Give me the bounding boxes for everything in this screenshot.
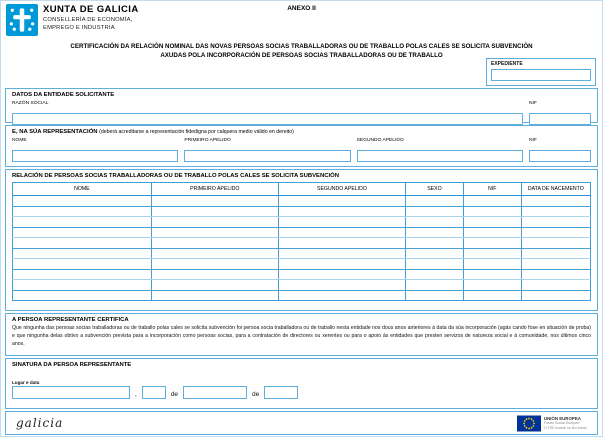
table-cell[interactable] — [151, 227, 278, 238]
table-cell[interactable] — [521, 280, 590, 291]
section-signature-title: SINATURA DA PERSOA REPRESENTANTE — [12, 362, 132, 368]
razon-social-label: RAZÓN SOCIAL — [12, 101, 49, 106]
entity-nif-label: NIF — [529, 101, 537, 106]
signature-month-input[interactable] — [183, 386, 247, 399]
relation-column-header: SEGUNDO APELIDO — [278, 183, 405, 196]
table-cell[interactable] — [13, 196, 152, 207]
table-cell[interactable] — [521, 259, 590, 270]
table-cell[interactable] — [278, 280, 405, 291]
table-cell[interactable] — [463, 259, 521, 270]
table-cell[interactable] — [463, 196, 521, 207]
expediente-input[interactable] — [491, 69, 591, 81]
table-cell[interactable] — [278, 259, 405, 270]
rep-primeiro-apelido-label: PRIMEIRO APELIDO — [184, 138, 231, 143]
table-cell[interactable] — [521, 238, 590, 249]
table-cell[interactable] — [463, 227, 521, 238]
table-cell[interactable] — [406, 248, 464, 259]
signature-place-input[interactable] — [12, 386, 130, 399]
section-entity-data — [5, 88, 598, 123]
table-row — [13, 259, 591, 270]
relation-column-header: DATA DE NACEMENTO — [521, 183, 590, 196]
table-cell[interactable] — [521, 290, 590, 301]
razon-social-input[interactable] — [12, 113, 523, 125]
relation-header-row — [13, 183, 591, 196]
org-dept-line1: CONSELLERÍA DE ECONOMÍA, — [43, 16, 133, 23]
section-representative — [5, 125, 598, 167]
place-date-label: Lugar e data — [12, 380, 40, 385]
relation-table-body — [13, 196, 591, 301]
table-cell[interactable] — [278, 227, 405, 238]
relation-table — [12, 182, 591, 301]
table-cell[interactable] — [278, 196, 405, 207]
eu-text-block — [544, 416, 587, 430]
signature-day-input[interactable] — [142, 386, 166, 399]
table-cell[interactable] — [151, 217, 278, 228]
document-title-line2: AXUDAS POLA INCORPORACIÓN DE PERSOAS SOCIAS TRABALLADORAS OU DE TRABALLO — [160, 51, 443, 59]
table-cell[interactable] — [278, 290, 405, 301]
table-cell[interactable] — [278, 206, 405, 217]
representative-title-note: (deberá acreditarse a representación fidedigna por calquera medio válido en dereito) — [99, 129, 294, 135]
table-cell[interactable] — [521, 269, 590, 280]
rep-segundo-apelido-label: SEGUNDO APELIDO — [356, 138, 404, 143]
table-cell[interactable] — [151, 290, 278, 301]
section-certification-title: A PERSOA REPRESENTANTE CERTIFICA — [12, 317, 129, 323]
certification-body-text: Que ningunha das persoas socias traballadoras ou de traballo polas cales se solicita subvención foi persoa socia traballadora ou de traballo nesta entidade nos dous anos anteriores á data da súa incorporación (agás cando fose en situación de proba) e que ningunha delas obtivo a subvención prevista para a incorporación como persoas socias, para a contratación de directores ou xerentes ou para o apoio ás entidades que presten servizos de natureza social e á comunidade, nos últimos cinco anos. — [12, 325, 591, 347]
de-separator-1: de — [170, 391, 179, 398]
table-cell[interactable] — [13, 227, 152, 238]
table-cell[interactable] — [13, 206, 152, 217]
table-row — [13, 227, 591, 238]
org-name: XUNTA DE GALICIA — [43, 4, 139, 15]
table-cell[interactable] — [151, 269, 278, 280]
rep-nome-label: NOME — [12, 138, 27, 143]
eu-logo-block — [517, 415, 587, 432]
table-cell[interactable] — [463, 206, 521, 217]
table-cell[interactable] — [278, 217, 405, 228]
expediente-label: EXPEDIENTE — [491, 61, 523, 67]
table-row — [13, 248, 591, 259]
footer — [5, 411, 598, 435]
org-dept-line2: EMPREGO E INDUSTRIA — [43, 24, 115, 31]
rep-primeiro-apelido-input[interactable] — [184, 150, 350, 162]
table-cell[interactable] — [13, 217, 152, 228]
table-cell[interactable] — [463, 238, 521, 249]
relation-column-header: SEXO — [406, 183, 464, 196]
table-cell[interactable] — [151, 280, 278, 291]
de-separator-2: de — [252, 391, 260, 398]
table-cell[interactable] — [463, 269, 521, 280]
table-cell[interactable] — [151, 248, 278, 259]
relation-column-header: NIF — [463, 183, 521, 196]
table-cell[interactable] — [521, 217, 590, 228]
table-cell[interactable] — [463, 290, 521, 301]
section-relation — [5, 169, 598, 311]
table-row — [13, 269, 591, 280]
section-entity-title: DATOS DA ENTIDADE SOLICITANTE — [12, 92, 115, 98]
representative-title-text: E, NA SÚA REPRESENTACIÓN — [12, 129, 98, 135]
eu-subtitle-2: O FSE inviste no teu futuro — [543, 425, 587, 430]
annex-label: ANEXO II — [287, 5, 316, 12]
table-cell[interactable] — [406, 206, 464, 217]
rep-segundo-apelido-input[interactable] — [357, 150, 523, 162]
rep-nome-input[interactable] — [12, 150, 178, 162]
table-cell[interactable] — [406, 217, 464, 228]
table-cell[interactable] — [406, 259, 464, 270]
expediente-box — [486, 58, 596, 86]
eu-title: UNIÓN EUROPEA — [543, 416, 581, 422]
table-cell[interactable] — [13, 259, 152, 270]
section-certification — [5, 313, 598, 356]
table-cell[interactable] — [463, 217, 521, 228]
table-cell[interactable] — [151, 196, 278, 207]
table-cell[interactable] — [13, 248, 152, 259]
table-cell[interactable] — [521, 227, 590, 238]
table-row — [13, 290, 591, 301]
table-cell[interactable] — [521, 248, 590, 259]
table-cell[interactable] — [278, 248, 405, 259]
table-row — [13, 238, 591, 249]
table-row — [13, 196, 591, 207]
table-cell[interactable] — [521, 206, 590, 217]
eu-flag-icon — [517, 415, 541, 432]
table-row — [13, 280, 591, 291]
table-cell[interactable] — [406, 238, 464, 249]
table-cell[interactable] — [151, 259, 278, 270]
section-signature — [5, 358, 598, 409]
table-row — [13, 217, 591, 228]
table-cell[interactable] — [406, 227, 464, 238]
table-cell[interactable] — [151, 238, 278, 249]
table-cell[interactable] — [406, 196, 464, 207]
comma-separator: , — [135, 391, 137, 398]
table-cell[interactable] — [406, 290, 464, 301]
table-cell[interactable] — [406, 280, 464, 291]
table-cell[interactable] — [463, 280, 521, 291]
table-cell[interactable] — [521, 196, 590, 207]
table-cell[interactable] — [151, 206, 278, 217]
document-title-line1: CERTIFICACIÓN DA RELACIÓN NOMINAL DAS NOVAS PERSOAS SOCIAS TRABALLADORAS OU DE TRABALLO POLAS CALES SE SOLICITA SUBVENCIÓN — [70, 43, 533, 50]
table-cell[interactable] — [463, 248, 521, 259]
table-cell[interactable] — [406, 269, 464, 280]
relation-column-header: NOME — [13, 183, 152, 196]
table-cell[interactable] — [13, 290, 152, 301]
table-cell[interactable] — [13, 280, 152, 291]
eu-subtitle-1: Fondo Social Europeo — [543, 421, 580, 426]
table-cell[interactable] — [278, 269, 405, 280]
table-cell[interactable] — [278, 238, 405, 249]
relation-column-header: PRIMEIRO APELIDO — [151, 183, 278, 196]
rep-nif-input[interactable] — [529, 150, 591, 162]
section-relation-title: RELACIÓN DE PERSOAS SOCIAS TRABALLADORAS OU DE TRABALLO POLAS CALES SE SOLICITA SUBVENCIÓN — [12, 173, 339, 179]
signature-year-input[interactable] — [264, 386, 298, 399]
table-cell[interactable] — [13, 269, 152, 280]
table-cell[interactable] — [13, 238, 152, 249]
entity-nif-input[interactable] — [529, 113, 591, 125]
galicia-wordmark: galicia — [16, 416, 64, 430]
rep-nif-label: NIF — [528, 138, 537, 143]
table-row — [13, 206, 591, 217]
